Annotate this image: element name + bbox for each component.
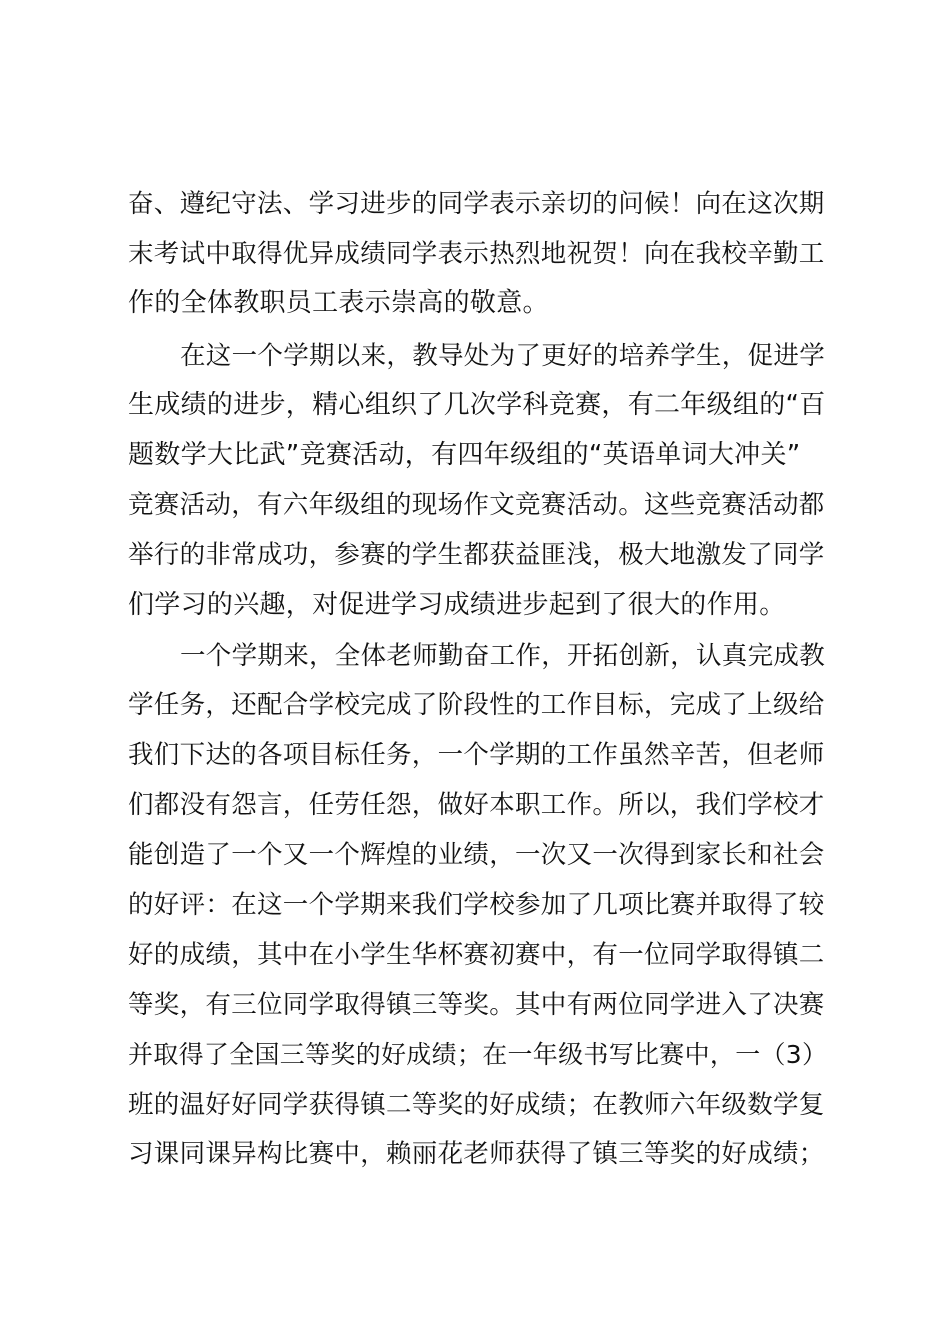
text-line: 等奖，有三位同学取得镇三等奖。其中有两位同学进入了决赛 xyxy=(128,990,825,1020)
paragraph-start-line: 在这一个学期以来，教导处为了更好的培养学生，促进学 xyxy=(180,341,826,371)
text-line: 举行的非常成功，参赛的学生都获益匪浅，极大地激发了同学 xyxy=(128,540,825,570)
text-line: 们学习的兴趣，对促进学习成绩进步起到了很大的作用。 xyxy=(128,590,786,620)
text-line: 的好评：在这一个学期来我们学校参加了几项比赛并取得了较 xyxy=(128,890,825,920)
text-line: 末考试中取得优异成绩同学表示热烈地祝贺！向在我校辛勤工 xyxy=(128,239,825,269)
text-line: 习课同课异构比赛中，赖丽花老师获得了镇三等奖的好成绩； xyxy=(128,1139,825,1169)
text-line: 学任务，还配合学校完成了阶段性的工作目标，完成了上级给 xyxy=(128,690,825,720)
text-line: 题数学大比武”竞赛活动，有四年级组的“英语单词大冲关” xyxy=(128,440,801,470)
text-line: 生成绩的进步，精心组织了几次学科竞赛，有二年级组的“百 xyxy=(128,390,826,420)
text-line: 们都没有怨言，任劳任怨，做好本职工作。所以，我们学校才 xyxy=(128,790,825,820)
text-line: 好的成绩，其中在小学生华杯赛初赛中，有一位同学取得镇二 xyxy=(128,940,825,970)
text-line: 奋、遵纪守法、学习进步的同学表示亲切的问候！向在这次期 xyxy=(128,189,825,219)
text-line: 我们下达的各项目标任务，一个学期的工作虽然辛苦，但老师 xyxy=(128,740,825,770)
text-line: 竞赛活动，有六年级组的现场作文竞赛活动。这些竞赛活动都 xyxy=(128,490,825,520)
text-line: 班的温好好同学获得镇二等奖的好成绩；在教师六年级数学复 xyxy=(128,1090,825,1120)
text-line: 作的全体教职员工表示崇高的敬意。 xyxy=(128,288,549,318)
text-line: 并取得了全国三等奖的好成绩；在一年级书写比赛中，一（3） xyxy=(128,1040,828,1069)
paragraph-start-line: 一个学期来，全体老师勤奋工作，开拓创新，认真完成教 xyxy=(180,641,826,671)
text-line: 能创造了一个又一个辉煌的业绩，一次又一次得到家长和社会 xyxy=(128,840,825,870)
